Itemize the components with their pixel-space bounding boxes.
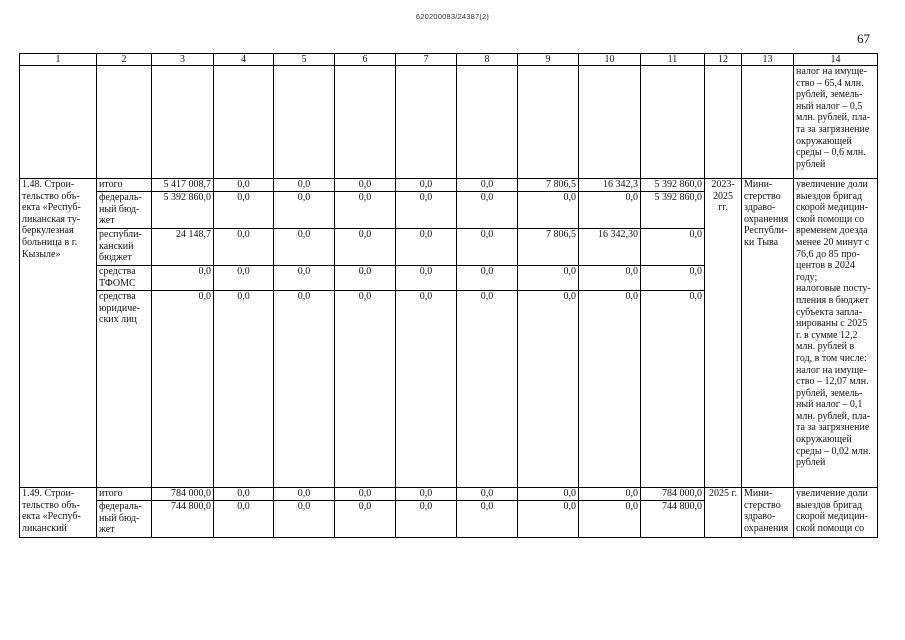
result-line: менее 20 минут с (796, 236, 870, 248)
executor-line: здраво- (744, 202, 776, 214)
column-number-row (20, 54, 878, 66)
empty-cell (518, 66, 579, 179)
result-line: увеличение доли (796, 488, 868, 499)
result-line: ской помощи со (796, 213, 865, 225)
amount-cell: 0,0 (214, 192, 274, 229)
measure-name-line: 1.48. Строи- (22, 179, 75, 190)
amount-cell: 0,0 (579, 488, 641, 501)
amount-cell: 0,0 (274, 488, 335, 501)
result-line: ство – 12,07 млн. (796, 376, 869, 388)
note-line: ство – 65,4 млн. (796, 77, 864, 89)
amount-cell: 0,0 (457, 192, 518, 229)
amount-cell: 7 806,5 (518, 229, 579, 266)
funding-source (97, 179, 152, 192)
funding-source-line: канский (99, 240, 134, 252)
amount-cell: 0,0 (457, 488, 518, 501)
result-line: млн. рублей, пла- (796, 410, 871, 422)
amount-cell: 0,0 (457, 229, 518, 266)
column-number-header: 11 (641, 54, 705, 66)
result-line: окружающей (796, 434, 852, 446)
measure-name-line: больница в г. (22, 236, 78, 248)
note-line: среды – 0,6 млн. (796, 147, 866, 159)
funding-source-line: жет (99, 215, 115, 227)
period-cell (705, 179, 742, 488)
empty-cell (641, 66, 705, 179)
amount-cell: 5 392 860,0 (641, 179, 705, 192)
amount-cell: 0,0 (579, 501, 641, 538)
amount-cell: 0,0 (214, 291, 274, 488)
funding-source-line: федераль- (99, 192, 142, 203)
amount-cell: 0,0 (335, 179, 396, 192)
funding-source-line: республи- (99, 229, 142, 240)
executor-line: охранения (744, 522, 789, 534)
amount-cell: 0,0 (396, 501, 457, 538)
empty-cell (97, 66, 152, 179)
empty-cell (152, 66, 214, 179)
amount-cell: 0,0 (641, 266, 705, 291)
amount-cell: 0,0 (396, 192, 457, 229)
result-line: среды – 0,02 млн. (796, 445, 871, 457)
column-number-header: 4 (214, 54, 274, 66)
column-number-header: 12 (705, 54, 742, 66)
funding-source (97, 488, 152, 501)
result-line: центов в 2024 (796, 260, 855, 272)
amount-cell: 0,0 (152, 266, 214, 291)
column-number-header: 1 (20, 54, 97, 66)
result-note-continued (794, 66, 878, 179)
column-number-header: 8 (457, 54, 518, 66)
amount-cell: 0,0 (457, 291, 518, 488)
amount-cell: 5 392 860,0 (641, 192, 705, 229)
empty-cell (274, 66, 335, 179)
amount-cell: 0,0 (214, 179, 274, 192)
note-line: налог на имуще- (796, 66, 867, 77)
result-line: налог на имуще- (796, 364, 867, 376)
column-number-header: 10 (579, 54, 641, 66)
measure-name-line: тельство объ- (22, 499, 80, 511)
empty-cell (742, 66, 794, 179)
measure-name (20, 179, 97, 488)
result-line: увеличение доли (796, 179, 868, 190)
executor-line: стерство (744, 190, 781, 202)
amount-cell: 5 392 860,0 (152, 192, 214, 229)
result-cell (794, 488, 878, 538)
amount-cell: 5 417 008,7 (152, 179, 214, 192)
measure-name-line: 1.49. Строи- (22, 488, 75, 499)
executor-line: охранения (744, 213, 789, 225)
funding-source-line: юридиче- (99, 302, 141, 314)
amount-cell: 0,0 (274, 291, 335, 488)
executor-line: стерство (744, 499, 781, 511)
column-number-header: 13 (742, 54, 794, 66)
amount-cell: 744 800,0 (152, 501, 214, 538)
amount-cell: 784 000,0 (152, 488, 214, 501)
amount-cell: 0,0 (274, 192, 335, 229)
column-number-header: 2 (97, 54, 152, 66)
amount-cell: 24 148,7 (152, 229, 214, 266)
amount-cell: 0,0 (335, 291, 396, 488)
result-line: выездов бригад (796, 190, 863, 202)
funding-source-line: бюджет (99, 252, 132, 264)
empty-cell (396, 66, 457, 179)
executor-cell (742, 179, 794, 488)
empty-cell (335, 66, 396, 179)
page-number: 67 (857, 31, 870, 46)
result-line: млн. рублей в (796, 341, 855, 353)
note-line: ный налог – 0,5 (796, 100, 863, 112)
funding-source (97, 229, 152, 266)
document-id: 620200083/24387(2) (415, 12, 490, 21)
column-number-header: 3 (152, 54, 214, 66)
amount-cell: 0,0 (274, 229, 335, 266)
executor-line: Республи- (744, 225, 788, 237)
period-line: 2023- (711, 179, 735, 190)
note-line: млн. рублей, пла- (796, 112, 871, 124)
amount-cell: 0,0 (518, 488, 579, 501)
amount-cell: 784 000,0 (641, 488, 705, 501)
result-line: временем доезда (796, 225, 868, 237)
amount-cell: 0,0 (396, 488, 457, 501)
period-line: 2025 гг. (713, 190, 733, 214)
column-number-header: 9 (518, 54, 579, 66)
amount-cell: 0,0 (214, 488, 274, 501)
funding-source (97, 501, 152, 538)
amount-cell: 0,0 (335, 229, 396, 266)
executor-line: Мини- (744, 179, 773, 190)
amount-cell: 0,0 (457, 501, 518, 538)
result-line: ской помощи со (796, 522, 865, 534)
amount-cell: 0,0 (457, 266, 518, 291)
funding-source-line: средства (99, 291, 136, 302)
funding-source (97, 192, 152, 229)
amount-cell: 0,0 (335, 488, 396, 501)
empty-cell (214, 66, 274, 179)
empty-cell (20, 66, 97, 179)
amount-cell: 0,0 (579, 266, 641, 291)
note-line: рублей, земель- (796, 89, 863, 101)
note-line: окружающей (796, 135, 852, 147)
result-line: году; (796, 271, 818, 283)
funding-source-line: ТФОМС (99, 277, 136, 289)
measure-name-line: ликанская ту- (22, 213, 81, 225)
amount-cell: 0,0 (518, 291, 579, 488)
empty-cell (457, 66, 518, 179)
result-line: ный налог – 0,1 (796, 399, 863, 411)
amount-cell: 0,0 (274, 266, 335, 291)
measure-1-48-row (20, 179, 878, 192)
funding-source-line: ный бюд- (99, 512, 140, 524)
amount-cell: 0,0 (396, 266, 457, 291)
amount-cell: 0,0 (214, 266, 274, 291)
funding-source-line: итого (99, 179, 123, 190)
amount-cell: 0,0 (214, 229, 274, 266)
amount-cell: 0,0 (518, 501, 579, 538)
result-line: рублей (796, 457, 826, 469)
result-line: выездов бригад (796, 499, 863, 511)
column-number-header: 6 (335, 54, 396, 66)
executor-line: Мини- (744, 488, 773, 499)
measure-name-line: екта «Респуб- (22, 511, 81, 523)
amount-cell: 0,0 (396, 179, 457, 192)
result-line: 76,6 до 85 про- (796, 248, 860, 260)
funding-source-line: средства (99, 266, 136, 277)
funding-source-line: итого (99, 488, 123, 499)
amount-cell: 0,0 (214, 501, 274, 538)
amount-cell: 0,0 (396, 291, 457, 488)
amount-cell: 0,0 (579, 291, 641, 488)
amount-cell: 0,0 (641, 229, 705, 266)
continuation-row (20, 66, 878, 179)
funding-source-line: федераль- (99, 501, 142, 512)
period-line: 2025 г. (709, 488, 737, 499)
empty-cell (579, 66, 641, 179)
amount-cell: 0,0 (274, 501, 335, 538)
empty-cell (705, 66, 742, 179)
executor-cell (742, 488, 794, 538)
measure-name (20, 488, 97, 538)
amount-cell: 0,0 (518, 266, 579, 291)
result-line: та за загрязнение (796, 422, 870, 434)
measure-name-line: Кызыле» (22, 248, 61, 260)
budget-table (19, 53, 878, 538)
result-line: субъекта запла- (796, 306, 863, 318)
result-line: пления в бюджет (796, 294, 869, 306)
table-body (20, 54, 878, 538)
result-line: рублей, земель- (796, 387, 863, 399)
note-line: та за загрязнение (796, 123, 870, 135)
result-line: налоговые посту- (796, 283, 871, 295)
amount-cell: 0,0 (335, 266, 396, 291)
result-line: г. в сумме 12,2 (796, 329, 858, 341)
result-line: скорой медицин- (796, 511, 869, 523)
column-number-header: 5 (274, 54, 335, 66)
result-line: нированы с 2025 (796, 318, 868, 330)
amount-cell: 7 806,5 (518, 179, 579, 192)
funding-source-line: ный бюд- (99, 203, 140, 215)
amount-cell: 0,0 (396, 229, 457, 266)
period-cell (705, 488, 742, 538)
amount-cell: 744 800,0 (641, 501, 705, 538)
amount-cell: 0,0 (152, 291, 214, 488)
executor-line: здраво- (744, 511, 776, 523)
funding-source (97, 291, 152, 488)
column-number-header: 7 (396, 54, 457, 66)
amount-cell: 0,0 (579, 192, 641, 229)
amount-cell: 0,0 (335, 192, 396, 229)
measure-name-line: екта «Респуб- (22, 202, 81, 214)
amount-cell: 0,0 (457, 179, 518, 192)
funding-source-line: ских лиц (99, 314, 137, 326)
result-line: скорой медицин- (796, 202, 869, 214)
measure-1-49-row (20, 488, 878, 501)
measure-name-line: беркулезная (22, 225, 74, 237)
result-cell (794, 179, 878, 488)
amount-cell: 16 342,30 (579, 229, 641, 266)
measure-name-line: ликанский (22, 522, 67, 534)
amount-cell: 0,0 (335, 501, 396, 538)
amount-cell: 0,0 (518, 192, 579, 229)
amount-cell: 0,0 (641, 291, 705, 488)
amount-cell: 0,0 (274, 179, 335, 192)
funding-source (97, 266, 152, 291)
result-line: год, в том числе: (796, 352, 867, 364)
column-number-header: 14 (794, 54, 878, 66)
note-line: рублей (796, 158, 826, 170)
measure-name-line: тельство объ- (22, 190, 80, 202)
executor-line: ки Тыва (744, 236, 779, 248)
funding-source-line: жет (99, 524, 115, 536)
amount-cell: 16 342,3 (579, 179, 641, 192)
